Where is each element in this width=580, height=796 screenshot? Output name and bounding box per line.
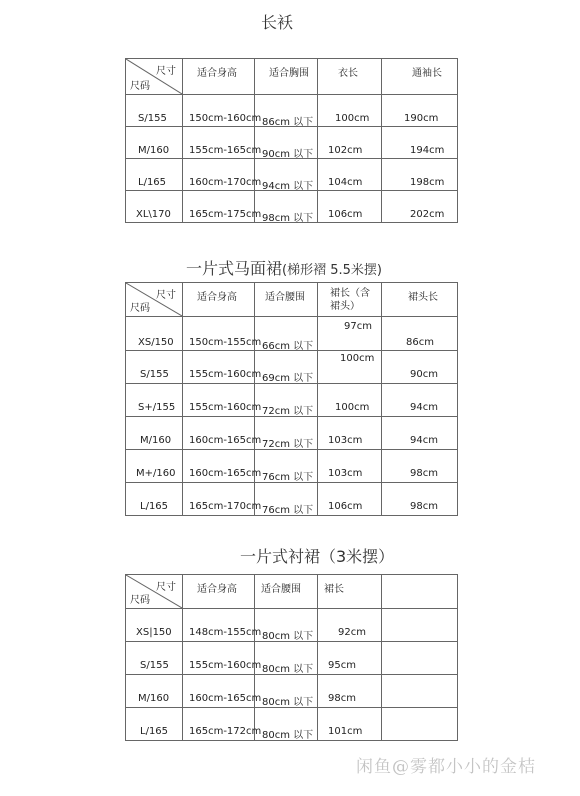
size-code-cell: L/165	[126, 159, 183, 191]
section-subtitle: (梯形褶 5.5米摆)	[282, 263, 382, 278]
height-cell: 160cm-170cm	[183, 159, 255, 191]
table-row	[126, 675, 458, 708]
skirt-length-cell: 100cm	[318, 351, 382, 384]
corner-cell	[126, 59, 183, 95]
height-cell: 150cm-160cm	[183, 95, 255, 127]
table-row	[126, 708, 458, 741]
table-row	[126, 317, 458, 351]
height-cell: 160cm-165cm	[183, 675, 255, 708]
header-cell	[382, 283, 458, 317]
header-cell	[183, 59, 255, 95]
header-height: 适合身高	[197, 292, 237, 303]
header-waist: 适合腰围	[261, 584, 301, 595]
size-code-cell: M+/160	[126, 450, 183, 483]
waistband-cell: 90cm	[382, 351, 458, 384]
empty-cell	[382, 609, 458, 642]
skirt-length-cell: 95cm	[318, 642, 382, 675]
header-cell	[255, 59, 318, 95]
table-row	[126, 483, 458, 516]
table-row	[126, 417, 458, 450]
section-title-text: 一片式衬裙（3米摆）	[240, 547, 395, 566]
header-length: 衣长	[338, 68, 358, 79]
length-cell: 102cm	[318, 127, 382, 159]
length-cell: 100cm	[318, 95, 382, 127]
size-code-cell: M/160	[126, 417, 183, 450]
header-bust: 适合胸围	[269, 68, 309, 79]
corner-label-size: 尺寸	[156, 290, 176, 301]
size-code-cell: L/165	[126, 708, 183, 741]
waistband-cell: 98cm	[382, 483, 458, 516]
skirt-length-cell: 92cm	[318, 609, 382, 642]
size-code-cell: XS|150	[126, 609, 183, 642]
skirt-length-cell: 103cm	[318, 417, 382, 450]
waistband-cell: 98cm	[382, 450, 458, 483]
height-cell: 148cm-155cm	[183, 609, 255, 642]
bust-cell: 86cm 以下	[255, 95, 318, 127]
skirt-length-cell: 106cm	[318, 483, 382, 516]
waist-cell: 80cm 以下	[255, 675, 318, 708]
section-title-text: 一片式马面裙	[186, 259, 283, 278]
skirt-length-cell: 98cm	[318, 675, 382, 708]
sleeve-cell: 190cm	[382, 95, 458, 127]
size-code-cell: XL\170	[126, 191, 183, 223]
sleeve-cell: 202cm	[382, 191, 458, 223]
skirt-length-cell: 97cm	[318, 317, 382, 351]
header-row	[126, 59, 458, 95]
size-code-cell: XS/150	[126, 317, 183, 351]
header-cell	[318, 283, 382, 317]
height-cell: 165cm-170cm	[183, 483, 255, 516]
bust-cell: 98cm 以下	[255, 191, 318, 223]
waistband-cell: 86cm	[382, 317, 458, 351]
height-cell: 165cm-172cm	[183, 708, 255, 741]
height-cell: 160cm-165cm	[183, 450, 255, 483]
size-code-cell: M/160	[126, 675, 183, 708]
size-code-cell: S/155	[126, 351, 183, 384]
size-code-cell: S+/155	[126, 384, 183, 417]
header-row	[126, 283, 458, 317]
size-table-petticoat	[125, 574, 458, 741]
height-cell: 155cm-160cm	[183, 384, 255, 417]
header-waist: 适合腰围	[265, 292, 305, 303]
height-cell: 155cm-165cm	[183, 127, 255, 159]
skirt-length-cell: 100cm	[318, 384, 382, 417]
length-cell: 106cm	[318, 191, 382, 223]
waist-cell: 80cm 以下	[255, 708, 318, 741]
header-sleeve: 通袖长	[412, 68, 442, 79]
corner-cell	[126, 575, 183, 609]
corner-label-size: 尺寸	[156, 66, 176, 77]
table-row	[126, 450, 458, 483]
header-height: 适合身高	[197, 68, 237, 79]
waist-cell: 76cm 以下	[255, 483, 318, 516]
table-row	[126, 384, 458, 417]
height-cell: 165cm-175cm	[183, 191, 255, 223]
section-title-long-coat	[261, 10, 293, 33]
height-cell: 160cm-165cm	[183, 417, 255, 450]
empty-cell	[382, 642, 458, 675]
height-cell: 155cm-160cm	[183, 642, 255, 675]
empty-cell	[382, 708, 458, 741]
waist-cell: 80cm 以下	[255, 609, 318, 642]
skirt-length-cell: 103cm	[318, 450, 382, 483]
skirt-length-cell: 101cm	[318, 708, 382, 741]
header-row	[126, 575, 458, 609]
waist-cell: 80cm 以下	[255, 642, 318, 675]
size-code-cell: S/155	[126, 95, 183, 127]
length-cell: 104cm	[318, 159, 382, 191]
size-code-cell: S/155	[126, 642, 183, 675]
height-cell: 150cm-155cm	[183, 317, 255, 351]
watermark: 闲鱼@雾都小小的金桔	[356, 757, 536, 777]
height-cell: 155cm-160cm	[183, 351, 255, 384]
waist-cell: 69cm 以下	[255, 351, 318, 384]
table-row	[126, 159, 458, 191]
waist-cell: 72cm 以下	[255, 384, 318, 417]
header-cell	[318, 59, 382, 95]
header-cell	[255, 283, 318, 317]
corner-label-code: 尺码	[130, 81, 150, 92]
waistband-cell: 94cm	[382, 384, 458, 417]
header-cell	[318, 575, 382, 609]
empty-cell	[382, 675, 458, 708]
waist-cell: 76cm 以下	[255, 450, 318, 483]
bust-cell: 94cm 以下	[255, 159, 318, 191]
header-cell-empty	[382, 575, 458, 609]
header-cell	[255, 575, 318, 609]
section-title-petticoat	[240, 544, 394, 567]
waist-cell: 66cm 以下	[255, 317, 318, 351]
header-cell	[382, 59, 458, 95]
bust-cell: 90cm 以下	[255, 127, 318, 159]
section-title-text: 长袄	[261, 13, 294, 32]
size-table-horse-face-skirt	[125, 282, 458, 516]
corner-cell	[126, 283, 183, 317]
sleeve-cell: 194cm	[382, 127, 458, 159]
header-skirt-length: 裙长	[324, 584, 344, 595]
table-row	[126, 642, 458, 675]
table-row	[126, 191, 458, 223]
table-row	[126, 95, 458, 127]
table-row	[126, 127, 458, 159]
size-code-cell: M/160	[126, 127, 183, 159]
table-row	[126, 351, 458, 384]
header-waistband: 裙头长	[408, 292, 438, 303]
table-row	[126, 609, 458, 642]
waistband-cell: 94cm	[382, 417, 458, 450]
header-cell	[183, 283, 255, 317]
sleeve-cell: 198cm	[382, 159, 458, 191]
corner-label-size: 尺寸	[156, 582, 176, 593]
corner-label-code: 尺码	[130, 303, 150, 314]
header-skirt-length: 裙长（含裙头）	[330, 288, 370, 312]
size-code-cell: L/165	[126, 483, 183, 516]
header-height: 适合身高	[197, 584, 237, 595]
header-cell	[183, 575, 255, 609]
section-title-horse-face-skirt	[186, 256, 382, 279]
corner-label-code: 尺码	[130, 595, 150, 606]
size-table-long-coat	[125, 58, 458, 223]
waist-cell: 72cm 以下	[255, 417, 318, 450]
